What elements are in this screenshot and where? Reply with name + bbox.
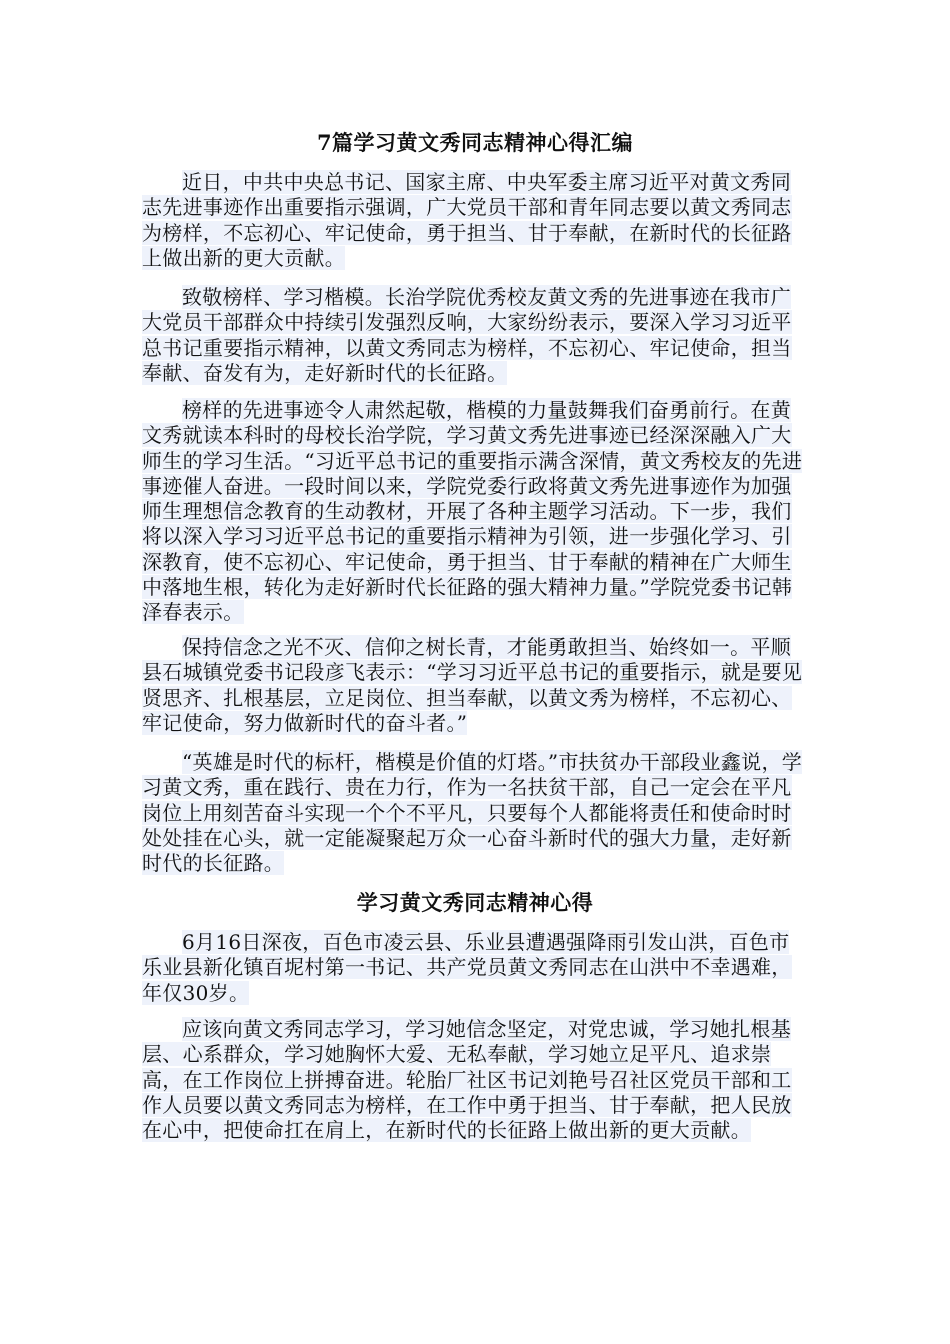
paragraph-2 [142, 285, 808, 386]
section-paragraph-1-text: 6月16日深夜，百色市凌云县、乐业县遭遇强降雨引发山洪，百色市乐业县新化镇百坭村第一书记、共产党员黄文秀同志在山洪中不幸遇难，年仅30岁。 [142, 930, 792, 1005]
paragraph-5 [142, 750, 808, 876]
paragraph-2-text: 致敬榜样、学习楷模。长治学院优秀校友黄文秀的先进事迹在我市广大党员干部群众中持续引发强烈反响，大家纷纷表示，要深入学习习近平总书记重要指示精神，以黄文秀同志为榜样，不忘初心、牢记使命，担当奉献、奋发有为，走好新时代的长征路。 [142, 285, 792, 385]
paragraph-5-text: “英雄是时代的标杆，楷模是价值的灯塔。”市扶贫办干部段业鑫说，学习黄文秀，重在践行、贵在力行，作为一名扶贫干部，自己一定会在平凡岗位上用刻苦奋斗实现一个个不平凡，只要每个人都能将责任和使命时时处处挂在心头，就一定能凝聚起万众一心奋斗新时代的强大力量，走好新时代的长征路。 [142, 750, 803, 876]
paragraph-1-text: 近日，中共中央总书记、国家主席、中央军委主席习近平对黄文秀同志先进事迹作出重要指示强调，广大党员干部和青年同志要以黄文秀同志为榜样，不忘初心、牢记使命，勇于担当、甘于奉献，在新时代的长征路上做出新的更大贡献。 [142, 170, 792, 270]
document-title: 7篇学习黄文秀同志精神心得汇编 [316, 130, 634, 155]
section-paragraph-2-text: 应该向黄文秀同志学习，学习她信念坚定，对党忠诚，学习她扎根基层、心系群众，学习她胸怀大爱、无私奉献，学习她立足平凡、追求崇高，在工作岗位上拼搏奋进。轮胎厂社区书记刘艳号召社区党员干部和工作人员要以黄文秀同志为榜样，在工作中勇于担当、甘于奉献，把人民放在心中，把使命扛在肩上，在新时代的长征路上做出新的更大贡献。 [142, 1017, 792, 1143]
paragraph-1 [142, 170, 808, 271]
section-paragraph-2 [142, 1017, 808, 1143]
paragraph-3 [142, 398, 808, 626]
paragraph-3-text: 榜样的先进事迹令人肃然起敬，楷模的力量鼓舞我们奋勇前行。在黄文秀就读本科时的母校长治学院，学习黄文秀先进事迹已经深深融入广大师生的学习生活。“习近平总书记的重要指示满含深情，黄文秀校友的先进事迹催人奋进。一段时间以来，学院党委行政将黄文秀先进事迹作为加强师生理想信念教育的生动教材，开展了各种主题学习活动。下一步，我们将以深入学习习近平总书记的重要指示精神为引领，进一步强化学习、引深教育，使不忘初心、牢记使命，勇于担当、甘于奉献的精神在广大师生中落地生根，转化为走好新时代长征路的强大精神力量。”学院党委书记韩泽春表示。 [142, 398, 803, 625]
paragraph-4 [142, 635, 808, 736]
section-paragraph-1 [142, 930, 808, 1006]
paragraph-4-text: 保持信念之光不灭、信仰之树长青，才能勇敢担当、始终如一。平顺县石城镇党委书记段彦飞表示：“学习习近平总书记的重要指示，就是要见贤思齐、扎根基层，立足岗位、担当奉献，以黄文秀为榜样，不忘初心、牢记使命，努力做新时代的奋斗者。” [142, 635, 803, 735]
section-title: 学习黄文秀同志精神心得 [356, 890, 594, 915]
